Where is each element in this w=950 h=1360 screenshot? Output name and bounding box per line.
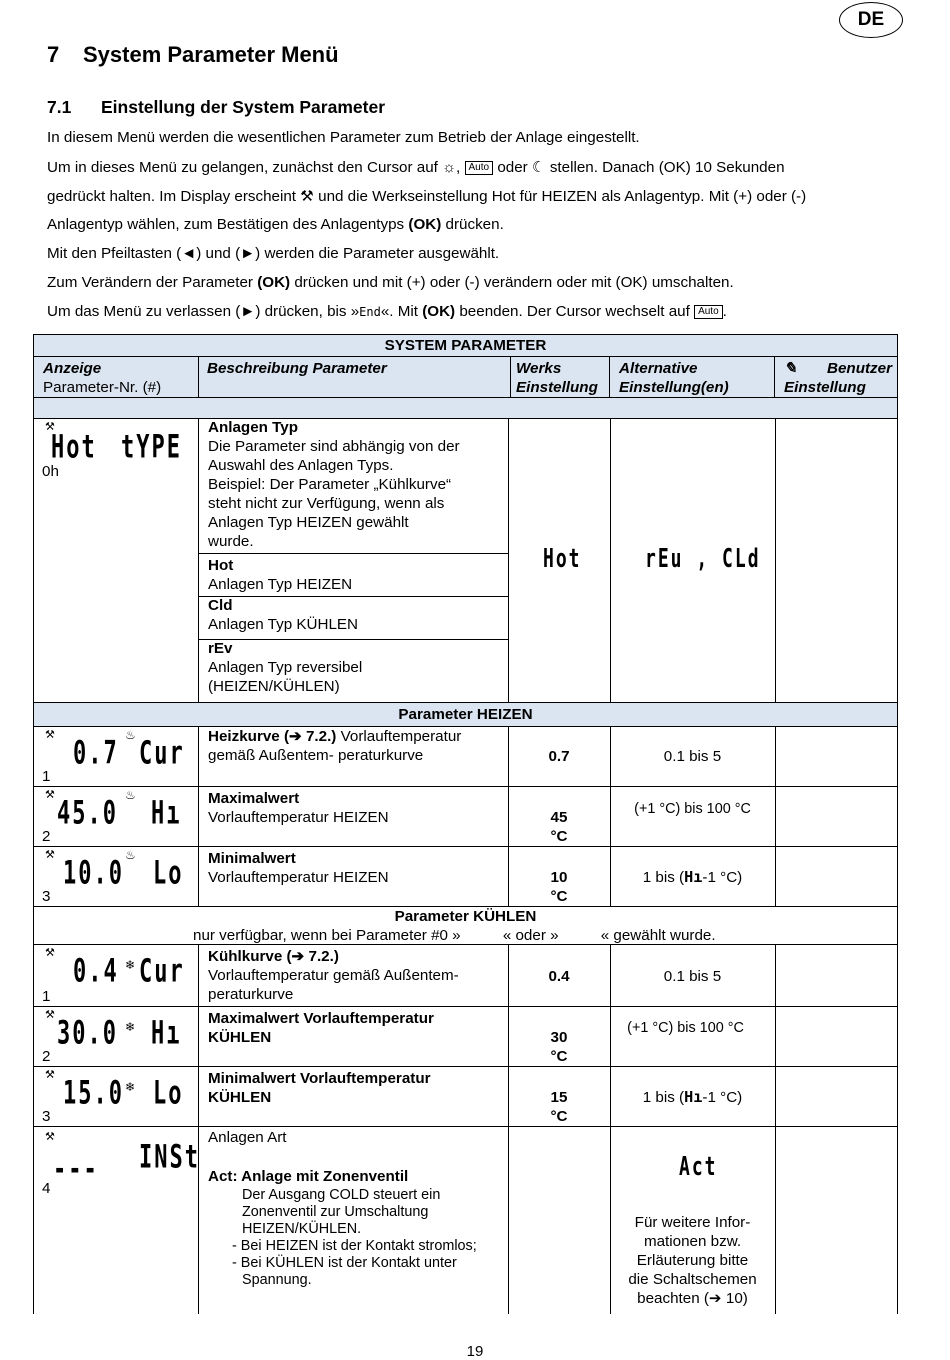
snowflake-icon: ❄ <box>125 958 136 972</box>
paragraph-3 <box>47 187 806 205</box>
text: 1 bis ( <box>642 1089 685 1106</box>
moon-icon: ☾ <box>531 159 546 176</box>
desc-line: Vorlauftemperatur gemäß Außentem- <box>208 967 459 984</box>
snowflake-icon: ❄ <box>125 1080 136 1094</box>
tools-icon: ⚒ <box>45 1009 55 1021</box>
chapter-heading <box>47 42 339 68</box>
option-desc: Anlagen Typ HEIZEN <box>208 576 353 593</box>
paragraph-4 <box>47 216 504 233</box>
flame-icon: ♨ <box>125 788 136 802</box>
text: beenden. Der Cursor wechselt auf <box>459 303 690 320</box>
text: . <box>722 303 727 320</box>
param-description <box>208 947 503 1004</box>
lcd-left: 15.0 <box>63 1076 124 1113</box>
flame-icon: ♨ <box>125 728 136 742</box>
sun-icon: ☼ <box>442 159 457 176</box>
paragraph-2: Um in dieses Menü zu gelangen, zunächst den Cursor auf ☼, Auto oder ☾ stellen. Danach (OK) 10 Sekunden <box>47 159 785 176</box>
desc-line: Auswahl des Anlagen Typs. <box>208 457 394 474</box>
tools-icon: ⚒ <box>45 849 55 861</box>
param-description <box>208 418 503 551</box>
param-number: 4 <box>42 1180 51 1197</box>
desc-line: Anlagen Typ HEIZEN gewählt <box>208 514 409 531</box>
option-desc: (HEIZEN/KÜHLEN) <box>208 678 340 695</box>
header-text: Anzeige <box>43 360 102 377</box>
value: 15 <box>550 1089 568 1106</box>
end-display: End <box>359 305 381 319</box>
option-hot <box>208 556 352 594</box>
act-description <box>208 1167 508 1186</box>
param-number: 3 <box>42 1108 51 1125</box>
lcd-left: 0.7 <box>73 736 119 773</box>
header-display <box>43 359 161 397</box>
tools-icon: ⚒ <box>45 1069 55 1081</box>
info-line: beachten (➔ 10) <box>637 1290 748 1307</box>
system-parameter-table <box>33 334 898 1314</box>
lcd-right: Lo <box>153 856 184 893</box>
param-title: Minimalwert Vorlauftemperatur <box>208 1070 431 1087</box>
param-title: Maximalwert <box>208 790 300 807</box>
factory-value <box>508 808 610 846</box>
text: -1 °C) <box>702 869 743 886</box>
header-description: Beschreibung Parameter <box>207 360 387 377</box>
factory-value <box>508 868 610 906</box>
table-empty-band <box>33 397 898 418</box>
text: Anlagentyp wählen, zum Bestätigen des Anlagentyps <box>47 216 405 233</box>
lcd-right: Cur <box>139 736 185 773</box>
text: und die Werkseinstellung Hot für HEIZEN als Anlagentyp. Mit (+) oder (-) <box>318 188 807 205</box>
factory-value: 0.4 <box>548 968 570 985</box>
param-title: Anlagen Art <box>208 1129 287 1146</box>
act-title: Act: Anlage mit Zonenventil <box>208 1168 409 1185</box>
desc-line: Vorlauftemperatur <box>340 728 462 745</box>
desc-line: Vorlauftemperatur HEIZEN <box>208 869 389 886</box>
desc-line: gemäß Außentem- peraturkurve <box>208 747 424 764</box>
text: oder <box>497 159 528 176</box>
param-description <box>208 1009 503 1047</box>
alt-value: (+1 °C) bis 100 °C <box>634 801 751 817</box>
param-number: 3 <box>42 888 51 905</box>
detail-line: - Bei HEIZEN ist der Kontakt stromlos; <box>232 1238 477 1254</box>
tools-icon: ⚒ <box>45 729 55 741</box>
option-title: rEv <box>208 640 233 657</box>
detail-line: - Bei KÜHLEN ist der Kontakt unter <box>232 1255 457 1271</box>
heat-header: Parameter HEIZEN <box>398 706 533 723</box>
param-title: KÜHLEN <box>208 1089 272 1106</box>
text: drücken. <box>445 216 504 233</box>
detail-line: Der Ausgang COLD steuert ein <box>242 1187 441 1203</box>
value: 45 <box>550 809 568 826</box>
option-desc: Anlagen Typ KÜHLEN <box>208 616 358 633</box>
text: drücken und mit (+) oder (-) verändern oder mit (OK) umschalten. <box>294 274 734 291</box>
cool-subheader: nur verfügbar, wenn bei Parameter #0 » « oder » « gewählt wurde. <box>193 927 716 944</box>
param-title: Maximalwert Vorlauftemperatur <box>208 1010 434 1027</box>
ok-label: (OK) <box>257 274 291 291</box>
header-text: Benutzer <box>827 360 892 377</box>
language-badge: DE <box>839 2 903 38</box>
text: gedrückt halten. Im Display erscheint <box>47 188 297 205</box>
header-text: Einstellung <box>784 379 866 396</box>
desc-line: Die Parameter sind abhängig von der <box>208 438 460 455</box>
text: Um in dieses Menü zu gelangen, zunächst den Cursor auf <box>47 159 438 176</box>
desc-line: wurde. <box>208 533 254 550</box>
chapter-title: System Parameter Menü <box>83 42 339 67</box>
header-text: Alternative <box>619 360 698 377</box>
paragraph-6 <box>47 274 734 291</box>
lcd-left: Hot <box>51 430 97 467</box>
text: Spannung. <box>242 1272 312 1288</box>
option-rev <box>208 639 362 696</box>
param-number: 2 <box>42 828 51 845</box>
info-note <box>610 1213 775 1308</box>
factory-value <box>508 1088 610 1126</box>
param-number: 1 <box>42 768 51 785</box>
param-title: Kühlkurve (➔ 7.2.) <box>208 948 339 965</box>
alt-lcd: rEu , CLd <box>645 544 761 575</box>
param-description <box>208 849 503 887</box>
tools-icon: ⚒ <box>45 789 55 801</box>
unit: °C <box>550 888 568 905</box>
alt-value <box>610 1088 775 1107</box>
section-heading <box>47 97 385 118</box>
desc-line: Beispiel: Der Parameter „Kühlkurve“ <box>208 476 452 493</box>
param-title: Heizkurve (➔ 7.2.) <box>208 728 337 745</box>
lcd-right: Cur <box>139 954 185 991</box>
detail-line <box>232 1272 507 1289</box>
factory-lcd: Hot <box>543 544 582 575</box>
header-alternative <box>619 359 729 397</box>
alt-value: 0.1 bis 5 <box>663 748 722 765</box>
desc-line: peraturkurve <box>208 986 294 1003</box>
info-line: die Schaltschemen <box>628 1271 757 1288</box>
pencil-icon: ✎ <box>784 360 797 377</box>
info-line: mationen bzw. <box>643 1233 742 1250</box>
text: Zum Verändern der Parameter <box>47 274 253 291</box>
header-factory <box>516 359 598 397</box>
lcd-right: INSt <box>139 1140 200 1177</box>
param-number: 2 <box>42 1048 51 1065</box>
option-desc: Anlagen Typ reversibel <box>208 659 363 676</box>
param-title: Anlagen Typ <box>208 419 299 436</box>
param-description <box>208 1069 503 1107</box>
alt-value: (+1 °C) bis 100 °C <box>627 1020 744 1036</box>
info-line: Erläuterung bitte <box>636 1252 749 1269</box>
param-description <box>208 1128 503 1147</box>
chapter-number: 7 <box>47 42 60 67</box>
alt-value <box>610 868 775 887</box>
lcd-inline: Hı <box>684 1088 703 1106</box>
text: stellen. Danach (OK) 10 Sekunden <box>549 159 785 176</box>
tools-icon: ⚒ <box>300 188 314 205</box>
factory-value: 0.7 <box>548 748 570 765</box>
text: Um das Menü zu verlassen (►) drücken, bis » <box>47 303 360 320</box>
desc-line: steht nicht zur Verfügung, wenn als <box>208 495 445 512</box>
text: 1 bis ( <box>642 869 685 886</box>
cool-header: Parameter KÜHLEN <box>394 908 537 925</box>
paragraph-1: In diesem Menü werden die wesentlichen Parameter zum Betrieb der Anlage eingestellt. <box>47 129 640 146</box>
act-details <box>232 1187 507 1289</box>
lcd-left: --- <box>53 1152 99 1189</box>
header-text: Einstellung(en) <box>619 379 729 396</box>
auto-icon: Auto <box>694 305 723 319</box>
section-title: Einstellung der System Parameter <box>101 97 385 117</box>
lcd-left: 30.0 <box>57 1016 118 1053</box>
detail-line: HEIZEN/KÜHLEN. <box>242 1221 362 1237</box>
param-number: 0h <box>42 463 59 480</box>
paragraph-5: Mit den Pfeiltasten (◄) und (►) werden die Parameter ausgewählt. <box>47 245 500 262</box>
value: 10 <box>550 869 568 886</box>
param-description <box>208 789 503 827</box>
factory-value <box>508 1028 610 1066</box>
tools-icon: ⚒ <box>45 421 55 433</box>
lcd-left: 0.4 <box>73 954 119 991</box>
unit: °C <box>550 1048 568 1065</box>
table-title: SYSTEM PARAMETER <box>384 337 547 354</box>
alt-lcd: Act <box>679 1152 718 1183</box>
option-title: Hot <box>208 557 234 574</box>
page-number: 19 <box>466 1343 484 1360</box>
detail-line: Zonenventil zur Umschaltung <box>242 1204 429 1220</box>
header-text: Parameter-Nr. (#) <box>43 379 162 396</box>
lcd-right: Lo <box>153 1076 184 1113</box>
unit: °C <box>550 1108 568 1125</box>
desc-line: Vorlauftemperatur HEIZEN <box>208 809 389 826</box>
lcd-right: Hı <box>151 1016 182 1053</box>
ok-label: (OK) <box>422 303 456 320</box>
text: «. Mit <box>380 303 418 320</box>
option-title: Cld <box>208 597 233 614</box>
lcd-right: Hı <box>151 796 182 833</box>
lcd-right: tYPE <box>121 430 182 467</box>
text: -1 °C) <box>702 1089 743 1106</box>
header-text: Werks <box>516 360 562 377</box>
snowflake-icon: ❄ <box>125 1020 136 1034</box>
param-title: KÜHLEN <box>208 1029 272 1046</box>
flame-icon: ♨ <box>125 848 136 862</box>
unit: °C <box>550 828 568 845</box>
param-number: 1 <box>42 988 51 1005</box>
lcd-left: 45.0 <box>57 796 118 833</box>
alt-value: 0.1 bis 5 <box>663 968 722 985</box>
section-number: 7.1 <box>47 97 72 117</box>
ok-label: (OK) <box>408 216 442 233</box>
value: 30 <box>550 1029 568 1046</box>
info-line: Für weitere Infor- <box>634 1214 751 1231</box>
lcd-inline: Hı <box>684 868 703 886</box>
header-user <box>784 359 892 397</box>
param-title: Minimalwert <box>208 850 296 867</box>
paragraph-7 <box>47 303 727 320</box>
option-cld <box>208 596 358 634</box>
tools-icon: ⚒ <box>45 947 55 959</box>
tools-icon: ⚒ <box>45 1131 55 1143</box>
header-text: Einstellung <box>516 379 598 396</box>
param-description <box>208 727 503 765</box>
lcd-left: 10.0 <box>63 856 124 893</box>
auto-icon: Auto <box>465 161 494 175</box>
